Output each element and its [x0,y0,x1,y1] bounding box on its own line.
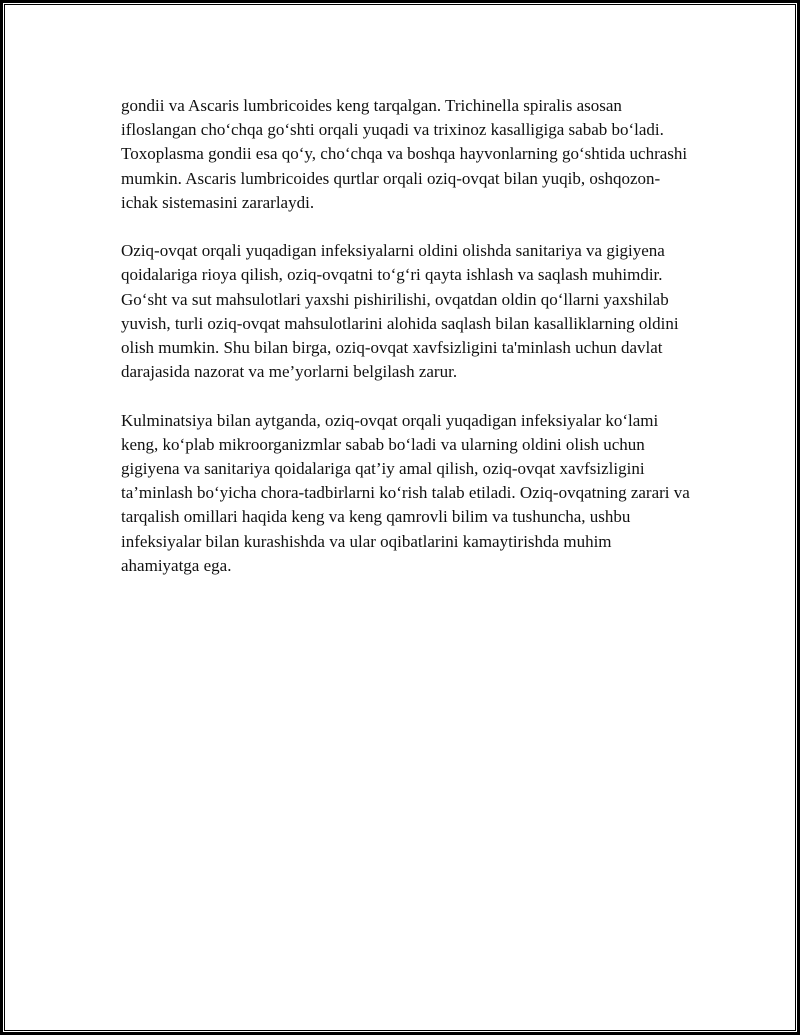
paragraph-2: Oziq-ovqat orqali yuqadigan infeksiyalarni oldini olishda sanitariya va gigiyena qoidalariga rioya qilish, oziq-ovqatni to‘g‘ri qayta ishlash va saqlash muhimdir. Go‘sht va sut mahsulotlari yaxshi pishirilishi, ovqatdan oldin qo‘llarni yaxshilab yuvish, turli oziq-ovqat mahsulotlarini alohida saqlash bilan kasalliklarning oldini olish mumkin. Shu bilan birga, oziq-ovqat xavfsizligini ta'minlash uchun davlat darajasida nazorat va me’yorlarni belgilash zarur. [121,241,679,382]
paragraph-1: gondii va Ascaris lumbricoides keng tarqalgan. Trichinella spiralis asosan ifloslangan cho‘chqa go‘shti orqali yuqadi va trixinoz kasalligiga sabab bo‘ladi. Toxoplasma gondii esa qo‘y, cho‘chqa va boshqa hayvonlarning go‘shtida uchrashi mumkin. Ascaris lumbricoides qurtlar orqali oziq-ovqat bilan yuqib, oshqozon-ichak sistemasini zararlaydi. [121,96,688,212]
document-body [121,94,691,602]
paragraph-3: Kulminatsiya bilan aytganda, oziq-ovqat orqali yuqadigan infeksiyalar ko‘lami keng, ko‘plab mikroorganizmlar sabab bo‘ladi va ularning oldini olish uchun gigiyena va sanitariya qoidalariga qat’iy amal qilish, oziq-ovqat xavfsizligini ta’minlash bo‘yicha chora-tadbirlarni ko‘rish talab etiladi. Oziq-ovqatning zarari va tarqalish omillari haqida keng va keng qamrovli bilim va tushuncha, ushbu infeksiyalar bilan kurashishda va ular oqibatlarini kamaytirishda muhim ahamiyatga ega. [121,410,690,575]
